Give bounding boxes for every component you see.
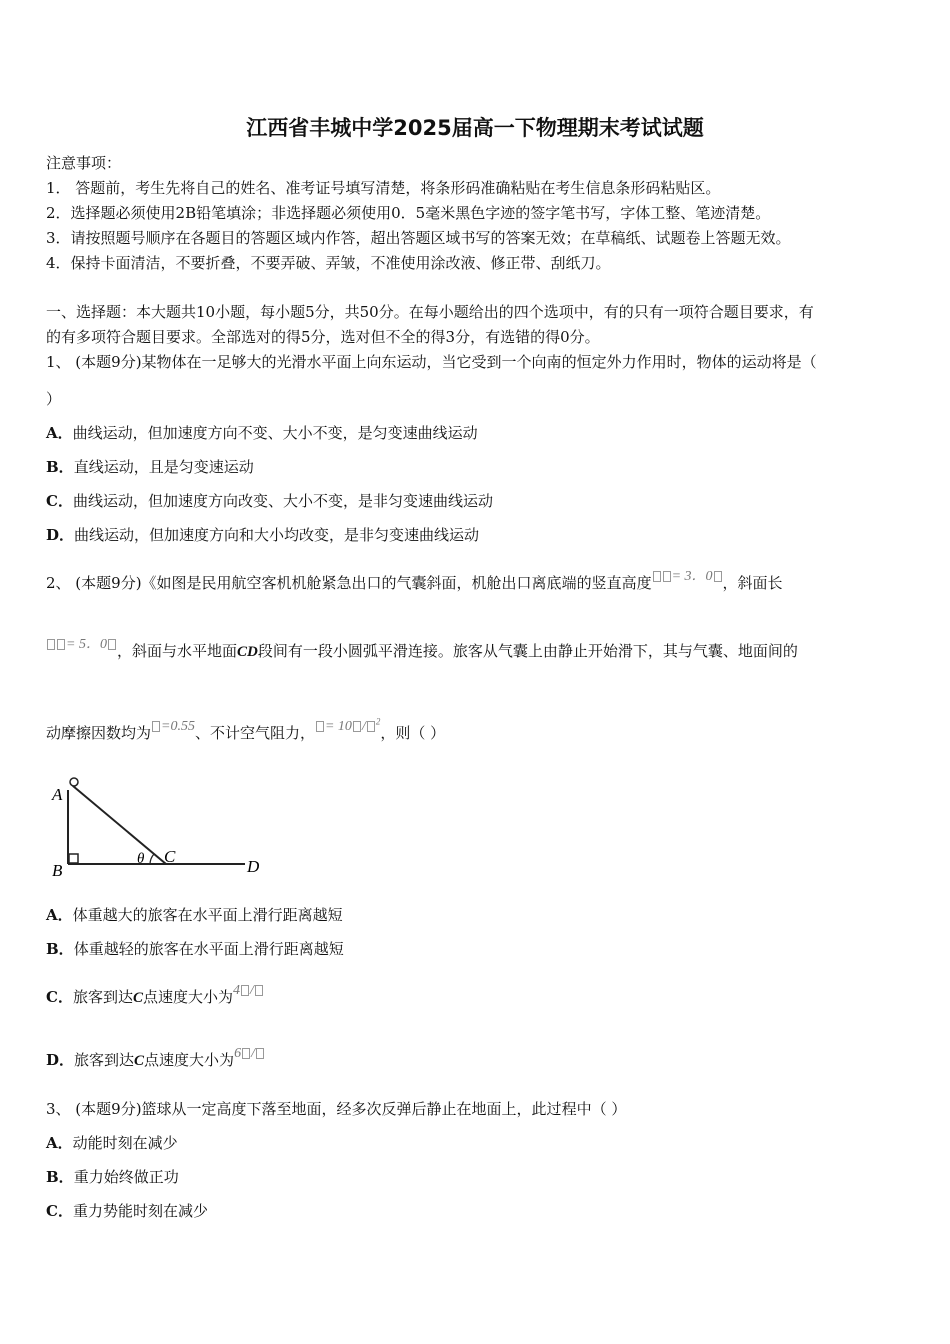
question-2-option-a (46, 904, 343, 925)
missing-glyph-icon (108, 639, 116, 650)
formula-gravity: = 10 / $^2$ (315, 719, 380, 734)
stem-text: ，斜面长 (722, 574, 783, 592)
option-letter: D． (46, 1051, 75, 1069)
label-b: B (52, 861, 63, 880)
option-letter: B． (46, 458, 74, 476)
option-letter: A． (46, 1134, 73, 1152)
option-letter: B． (46, 1168, 74, 1186)
question-2-option-b (46, 938, 344, 959)
question-2-option-c: C．旅客到达C点速度大小为4 / (46, 986, 264, 1007)
option-text: 曲线运动，但加速度方向不变、大小不变，是匀变速曲线运动 (72, 424, 478, 442)
exit-point-marker (70, 778, 78, 786)
option-letter: C． (46, 1202, 73, 1220)
notice-item: 3．请按照题号顺序在各题目的答题区域内作答，超出答题区域书写的答案无效；在草稿纸、试题卷上答题无效。 (46, 229, 791, 247)
notice-item: 4．保持卡面清洁，不要折叠，不要弄破、弄皱，不准使用涂改液、修正带、刮纸刀。 (46, 254, 611, 272)
question-3-option-b (46, 1166, 179, 1187)
notice-item: 2．选择题必须使用2B铅笔填涂；非选择题必须使用0．5毫米黑色字迹的签字笔书写，字体工整、笔迹清楚。 (46, 204, 771, 222)
stem-text: ，斜面与水平地面 (116, 642, 237, 660)
formula-length: = 5．0 (46, 637, 117, 652)
question-1-option-d (46, 524, 479, 545)
question-2-stem-line-1 (46, 569, 783, 593)
missing-glyph-icon (714, 571, 722, 582)
stem-text: 、不计空气阻力， (194, 724, 315, 742)
option-text: 动能时刻在减少 (72, 1134, 178, 1152)
section-instructions: 一、选择题：本大题共10小题，每小题5分，共50分。在每小题给出的四个选项中，有的只有一项符合题目要求，有 (46, 303, 814, 321)
question-1-option-b (46, 456, 254, 477)
section-instructions: 的有多项符合题目要求。全部选对的得5分，选对但不全的得3分，有选错的得0分。 (46, 328, 600, 346)
stem-text: 段间有一段小圆弧平滑连接。旅客从气囊上由静止开始滑下，其与气囊、地面间的 (257, 642, 798, 660)
question-2-option-d: D．旅客到达C点速度大小为6 / (46, 1049, 265, 1070)
question-1-stem-cont: ） (46, 390, 62, 408)
missing-glyph-icon (152, 721, 160, 732)
angle-arc (150, 854, 154, 864)
option-text: 重力势能时刻在减少 (72, 1202, 208, 1220)
missing-glyph-icon (241, 985, 249, 996)
label-c: C (164, 847, 176, 866)
missing-glyph-icon (256, 1048, 264, 1059)
missing-glyph-icon (367, 721, 375, 732)
option-letter: A． (46, 906, 73, 924)
question-3-stem: 3、 (本题9分)篮球从一定高度下落至地面，经多次反弹后静止在地面上，此过程中（ ） (46, 1100, 627, 1118)
missing-glyph-icon (316, 721, 324, 732)
missing-glyph-icon (663, 571, 671, 582)
stem-text: 动摩擦因数均为 (46, 724, 152, 742)
missing-glyph-icon (353, 721, 361, 732)
option-letter: A． (46, 424, 73, 442)
formula-speed: 4 / (233, 983, 264, 998)
notice-item: 1． 答题前，考生先将自己的姓名、准考证号填写清楚，将条形码准确粘贴在考生信息条形码粘贴区。 (46, 179, 721, 197)
option-text: 体重越轻的旅客在水平面上滑行距离越短 (73, 940, 344, 958)
question-1-option-a (46, 422, 478, 443)
question-3-option-a (46, 1132, 178, 1153)
question-2-stem-line-2 (46, 637, 798, 661)
label-d: D (247, 857, 260, 876)
option-text: 体重越大的旅客在水平面上滑行距离越短 (72, 906, 343, 924)
notice-heading: 注意事项： (46, 154, 122, 172)
slope-ac (73, 786, 166, 864)
question-2-stem-line-3 (46, 716, 446, 743)
formula-friction: =0.55 (151, 719, 195, 734)
question-1-stem: 1、 (本题9分)某物体在一足够大的光滑水平面上向东运动，当它受到一个向南的恒定外力作用时，物体的运动将是（ (46, 353, 817, 371)
option-text: 曲线运动，但加速度方向改变、大小不变，是非匀变速曲线运动 (72, 492, 493, 510)
segment-label: CD (236, 644, 258, 660)
missing-glyph-icon (47, 639, 55, 650)
label-a: A (52, 785, 63, 804)
label-theta: θ (137, 851, 145, 867)
option-text: 曲线运动，但加速度方向和大小均改变，是非匀变速曲线运动 (74, 526, 480, 544)
missing-glyph-icon (653, 571, 661, 582)
right-angle-marker (69, 854, 78, 863)
option-letter: D． (46, 526, 75, 544)
option-text: 直线运动，且是匀变速运动 (73, 458, 254, 476)
formula-height: = 3．0 (652, 569, 723, 584)
page-title: 江西省丰城中学2025届高一下物理期末考试试题 (246, 116, 704, 140)
question-1-option-c (46, 490, 493, 511)
option-text: 重力始终做正功 (73, 1168, 179, 1186)
missing-glyph-icon (57, 639, 65, 650)
stem-text: ，则（ ） (380, 724, 446, 742)
missing-glyph-icon (242, 1048, 250, 1059)
option-letter: B． (46, 940, 74, 958)
option-letter: C． (46, 988, 73, 1006)
option-letter: C． (46, 492, 73, 510)
formula-speed: 6 / (234, 1046, 265, 1061)
question-3-option-c (46, 1200, 208, 1221)
missing-glyph-icon (255, 985, 263, 996)
slide-diagram (40, 772, 280, 882)
stem-text: 2、 (本题9分)《如图是民用航空客机机舱紧急出口的气囊斜面，机舱出口离底端的竖直高度 (46, 574, 652, 592)
